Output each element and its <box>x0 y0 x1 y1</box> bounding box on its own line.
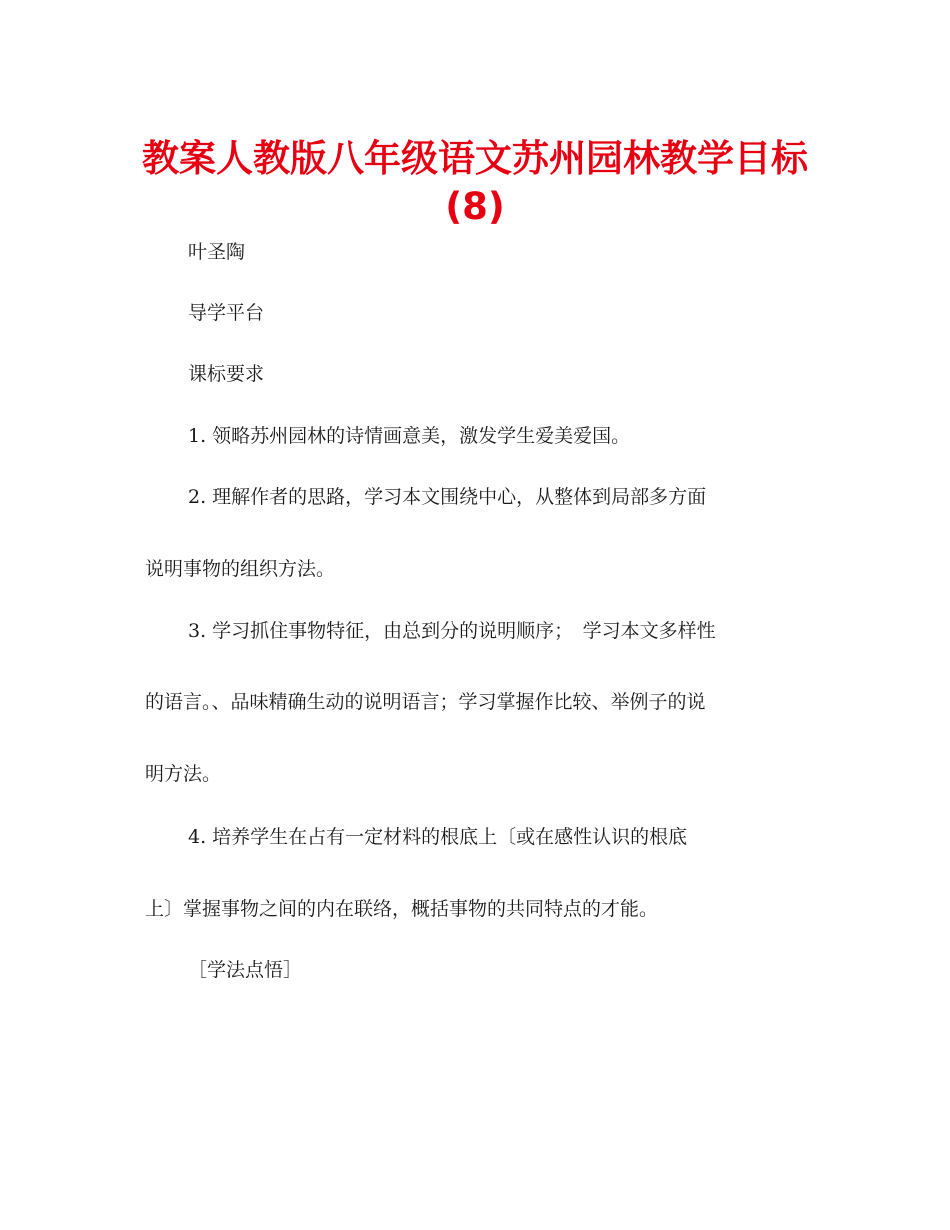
objective-item-2-line-1: 2. 理解作者的思路，学习本文围绕中心，从整体到局部多方面 <box>188 486 707 508</box>
section-heading: 导学平台 <box>188 302 265 324</box>
objective-item-2-line-2: 说明事物的组织方法。 <box>145 558 336 580</box>
objective-item-3-line-1: 3. 学习抓住事物特征，由总到分的说明顺序； 学习本文多样性 <box>188 620 716 642</box>
document-title-line-2: (8) <box>445 185 505 228</box>
objective-item-1: 1. 领略苏州园林的诗情画意美，激发学生爱美爱国。 <box>188 425 631 447</box>
objective-item-4-line-1: 4. 培养学生在占有一定材料的根底上〔或在感性认识的根底 <box>188 826 688 848</box>
author-name: 叶圣陶 <box>188 241 246 263</box>
objective-item-3-line-3: 明方法。 <box>145 763 222 785</box>
subheading: 课标要求 <box>188 363 265 385</box>
document-title-line-1: 教案人教版八年级语文苏州园林教学目标 <box>142 137 808 180</box>
objective-item-3-line-2: 的语言。、品味精确生动的说明语言；学习掌握作比较、举例子的说 <box>145 691 706 713</box>
method-heading: ［学法点悟］ <box>188 959 303 981</box>
objective-item-4-line-2: 上〕掌握事物之间的内在联络，概括事物的共同特点的才能。 <box>145 898 659 920</box>
